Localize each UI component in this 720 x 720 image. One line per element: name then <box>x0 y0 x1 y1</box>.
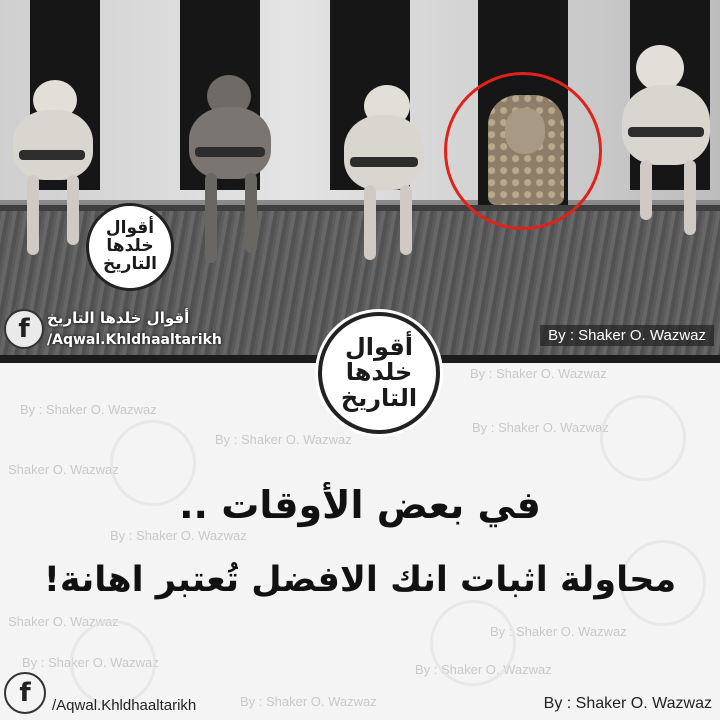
logo-text: أقوال خلدها التاريخ <box>103 218 157 274</box>
highlight-circle <box>444 72 602 230</box>
race-photo <box>0 0 720 355</box>
footer-page-url[interactable]: /Aqwal.Khldhaaltarikh <box>52 697 197 714</box>
watermark-text: By : Shaker O. Wazwaz <box>110 528 247 543</box>
page-name: أقوال خلدها التاريخ <box>47 309 190 327</box>
watermark-logo <box>600 395 686 481</box>
watermark-text: By : Shaker O. Wazwaz <box>20 402 157 417</box>
watermark-text: By : Shaker O. Wazwaz <box>415 662 552 677</box>
watermark-text: By : Shaker O. Wazwaz <box>472 420 609 435</box>
watermark-text: By : Shaker O. Wazwaz <box>490 624 627 639</box>
watermark-text: By : Shaker O. Wazwaz <box>215 432 352 447</box>
watermark-text: By : Shaker O. Wazwaz <box>240 694 377 709</box>
watermark-text: By : Shaker O. Wazwaz <box>470 366 607 381</box>
watermark-logo <box>70 620 156 706</box>
watermark-text: Shaker O. Wazwaz <box>8 462 119 477</box>
logo-text: أقوال خلدها التاريخ <box>340 333 418 412</box>
watermark-text: Shaker O. Wazwaz <box>8 614 119 629</box>
facebook-icon[interactable]: f <box>4 309 44 349</box>
quote-line-1: في بعض الأوقات .. <box>179 483 541 527</box>
facebook-icon[interactable]: f <box>4 672 46 714</box>
footer-credit: By : Shaker O. Wazwaz <box>543 695 712 712</box>
watermark-text: By : Shaker O. Wazwaz <box>22 655 159 670</box>
page-url[interactable]: /Aqwal.Khldhaaltarikh <box>47 332 222 348</box>
watermark-logo <box>430 600 516 686</box>
brand-logo <box>318 312 440 434</box>
credit-label: By : Shaker O. Wazwaz <box>540 325 714 346</box>
quote-line-2: محاولة اثبات انك الافضل تُعتبر اهانة! <box>43 560 677 600</box>
watermark-logo <box>86 203 174 291</box>
